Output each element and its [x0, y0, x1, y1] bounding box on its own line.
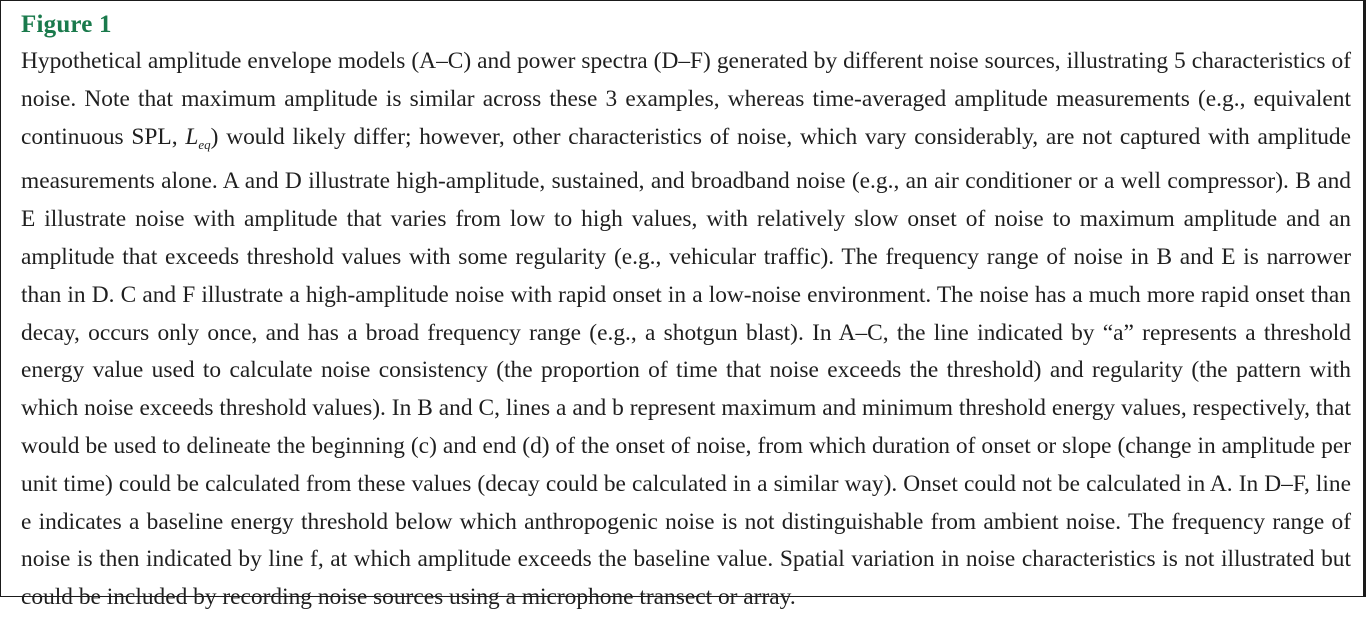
caption-text-part-1: Hypothetical amplitude envelope models (A–C) and power spectra (D–F) generated by different noise sources, illustrating 5 characteristics of noise. Note that maximum amplitude is similar across these 3 examples, whereas time-averaged amplitude measurements (e.g., equivalent continuous SPL,: [21, 48, 1351, 150]
caption-text: [21, 43, 1351, 617]
leq-subscript: eq: [198, 136, 211, 152]
figure-caption: [21, 9, 1351, 617]
caption-text-part-2: ) would likely differ; however, other characteristics of noise, which vary considerably, are not captured with amplitude measurements alone. A and D illustrate high-amplitude, sustained, and broadband noise (e.g., an air conditioner or a well compressor). B and E illustrate noise with amplitude that varies from low to high values, with relatively slow onset of noise to maximum amplitude and an amplitude that exceeds threshold values with some regularity (e.g., vehicular traffic). The frequency range of noise in B and E is narrower than in D. C and F illustrate a high-amplitude noise with rapid onset in a low-noise environment. The noise has a much more rapid onset than decay, occurs only once, and has a broad frequency range (e.g., a shotgun blast). In A–C, the line indicated by “a” represents a threshold energy value used to calculate noise consistency (the proportion of time that noise exceeds the threshold) and regularity (the pattern with which noise exceeds threshold values). In B and C, lines a and b represent maximum and minimum threshold energy values, respectively, that would be used to delineate the beginning (c) and end (d) of the onset of noise, from which duration of onset or slope (change in amplitude per unit time) could be calculated from these values (decay could be calculated in a similar way). Onset could not be calculated in A. In D–F, line e indicates a baseline energy threshold below which anthropogenic noise is not distinguishable from ambient noise. The frequency range of noise is then indicated by line f, at which amplitude exceeds the baseline value. Spatial variation in noise characteristics is not illustrated but could be included by recording noise sources using a microphone transect or array.: [21, 123, 1351, 611]
figure-title: Figure 1: [21, 11, 112, 38]
leq-symbol: L: [185, 123, 199, 150]
